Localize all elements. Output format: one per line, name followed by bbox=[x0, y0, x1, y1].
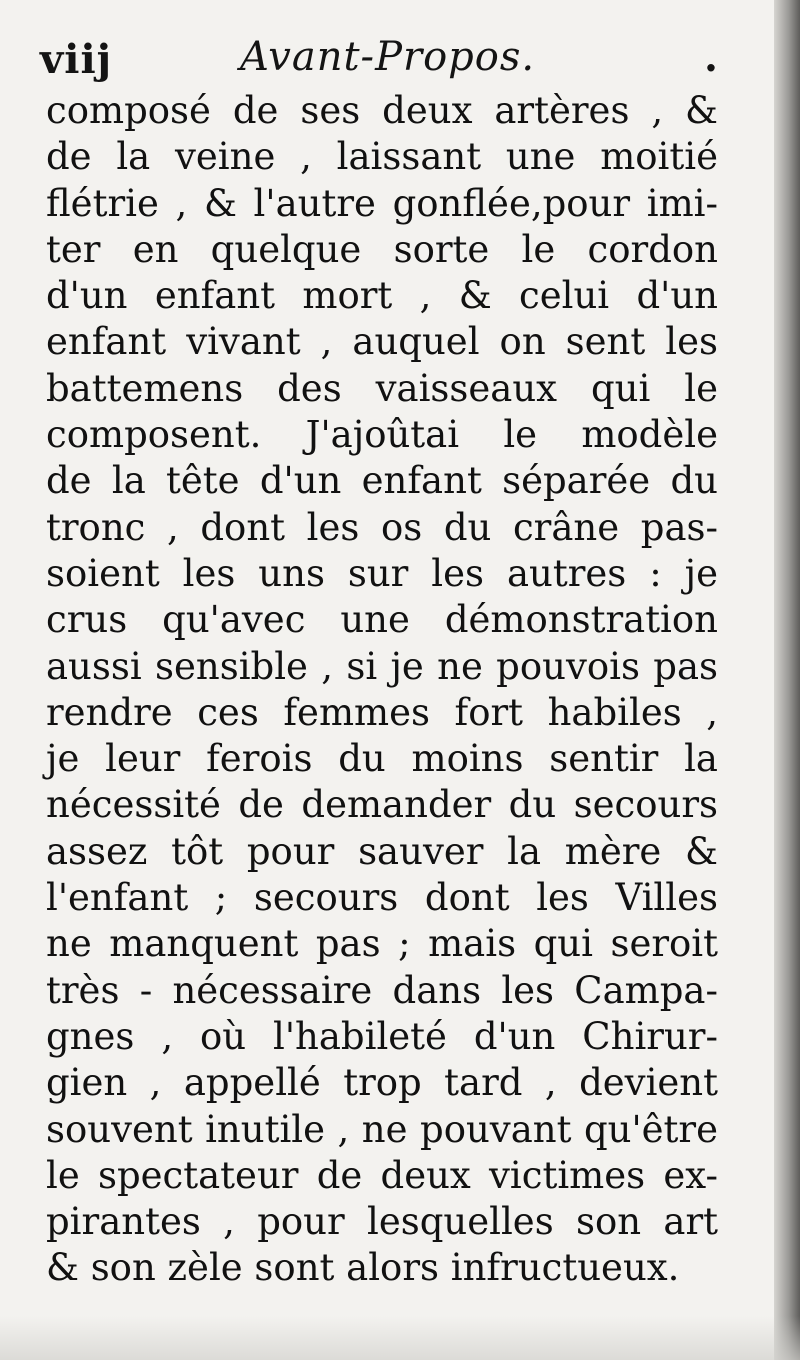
running-head: Avant-Propos. bbox=[240, 34, 536, 80]
header-dot: . bbox=[704, 34, 718, 81]
text-line: flétrie , & l'autre gonflée,pour imi- bbox=[46, 181, 718, 225]
text-line: de la tête d'un enfant séparée du bbox=[46, 459, 718, 503]
text-line: aussi sensible , si je ne pouvois pas bbox=[46, 644, 718, 688]
text-line: tronc , dont les os du crâne pas- bbox=[46, 505, 718, 549]
text-line: composé de ses deux artères , & bbox=[46, 89, 718, 132]
page-number: viij bbox=[40, 36, 113, 83]
text-line: pirantes , pour lesquelles son art bbox=[46, 1200, 718, 1244]
text-line: battemens des vaisseaux qui le bbox=[46, 366, 718, 410]
text-line: gien , appellé trop tard , devient bbox=[46, 1061, 718, 1105]
text-line: de la veine , laissant une moitié bbox=[46, 135, 718, 179]
text-line: très - nécessaire dans les Campa- bbox=[46, 968, 718, 1012]
page-header bbox=[40, 30, 720, 92]
text-line: ter en quelque sorte le cordon bbox=[46, 227, 718, 271]
text-line: gnes , où l'habileté d'un Chirur- bbox=[46, 1014, 718, 1058]
text-line: soient les uns sur les autres : je bbox=[46, 551, 718, 595]
text-line: d'un enfant mort , & celui d'un bbox=[46, 274, 718, 318]
text-line: & son zèle sont alors infructueux. bbox=[46, 1246, 680, 1290]
text-line: crus qu'avec une démonstration bbox=[46, 598, 718, 642]
text-line: ne manquent pas ; mais qui seroit bbox=[46, 922, 718, 966]
text-line: souvent inutile , ne pouvant qu'être bbox=[46, 1107, 718, 1151]
text-line: composent. J'ajoûtai le modèle bbox=[46, 413, 718, 457]
body-text bbox=[46, 88, 718, 1292]
text-line: nécessité de demander du secours bbox=[46, 783, 718, 827]
text-line: l'enfant ; secours dont les Villes bbox=[46, 876, 718, 920]
text-line: assez tôt pour sauver la mère & bbox=[46, 829, 718, 873]
text-line: enfant vivant , auquel on sent les bbox=[46, 320, 718, 364]
text-line: rendre ces femmes fort habiles , bbox=[46, 690, 718, 734]
page-bottom-shade bbox=[0, 1316, 800, 1360]
text-line: je leur ferois du moins sentir la bbox=[46, 737, 718, 781]
page-edge-shadow bbox=[774, 0, 800, 1360]
text-line: le spectateur de deux victimes ex- bbox=[46, 1153, 718, 1197]
